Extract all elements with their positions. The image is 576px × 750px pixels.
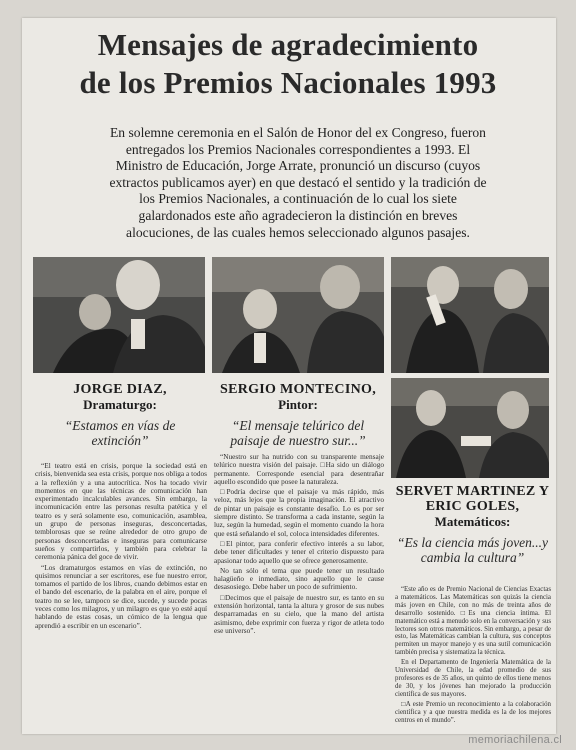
laureate-quote: “Estamos en vías de extinción” (64, 418, 176, 448)
laureate-sergio-montecino (212, 382, 384, 448)
paragraph: En el Departamento de Ingeniería Matemática de la Universidad de Chile, la edad promedio de sus profesores es de 35 años, un quinto de ellos tiene menos de 30, y los jóvenes han mejorado la producción científica de sus mayores. (395, 659, 551, 698)
laureate-name: JORGE DIAZ, (73, 382, 167, 397)
laureate-quote: “Es la ciencia más joven...y cambia la cultura” (396, 535, 549, 565)
paragraph: □A este Premio un reconocimiento a la colaboración científica y a que nuestra medida es la de los mejores centros en el mundo”. (395, 700, 551, 724)
paragraph: “El teatro está en crisis, porque la sociedad está en crisis, bienvenida sea esta crisis, porque nos obliga a todos a la reflexión y a una autocrítica. Nos ha tocado vivir momentos en que las técnicas de comunicación han experimentado incalculables avances. Sin embargo, la incomunicación entre las personas resulta patética y el teatro es y será solamente eso, comunicación, asamblea, un grupo de personas inseguras, desconcertadas, temblorosas que se reúne alrededor de otro grupo de personas desconcertadas e inseguras para comunicarse sueños y compartirlos, y también para celebrar la ceremonia pánica del goce de vivir. (35, 461, 207, 562)
headline-line-2: de los Premios Nacionales 1993 (79, 65, 497, 100)
article-column-martinez-goles (395, 586, 551, 726)
headline-line-1: Mensajes de agradecimiento (97, 27, 479, 62)
photo-servet-martinez (391, 257, 549, 373)
laureate-name: SERVET MARTINEZ Y ERIC GOLES, (395, 484, 550, 514)
watermark: memoriachilena.cl (468, 734, 562, 746)
article-column-jorge-diaz (35, 462, 207, 632)
article-column-sergio-montecino (214, 453, 384, 637)
photo-eric-goles (391, 378, 549, 478)
paragraph: “Este año es de Premio Nacional de Ciencias Exactas a matemáticos. Las Matemáticas son quizás la ciencia más joven en Chile, con no más de treinta años de desarrollo sostenido. □Es una ciencia íntima. El matemático está a menudo solo en la conversación y sus lectores son otros matemáticos. Sin embargo, a pesar de esto, las Matemáticas cambian la cultura, sus conceptos permiten un mayor manejo y es una sutil comunicación también precisa y sistematiza la técnica. (395, 586, 551, 657)
intro-paragraph: En solemne ceremonia en el Salón de Honor del ex Congreso, fueron entregados los Premios Nacionales correspondientes a 1993. El Ministro de Educación, Jorge Arrate, pronunció un discurso (cuyos extractos publicamos ayer) en que destacó el sentido y la tradición de los Premios Nacionales, a continuación de lo cual los siete galardonados este año agradecieron la distinción en breves alocuciones, de las cuales hemos seleccionado algunos pasajes. (109, 125, 487, 240)
photo-jorge-diaz (33, 257, 205, 373)
laureate-jorge-diaz (35, 382, 205, 448)
headline (0, 26, 576, 102)
laureate-martinez-goles (395, 484, 550, 565)
paragraph: “Los dramaturgos estamos en vías de extinción, no quisimos renunciar a ser escritores, ese fue nuestro error, tomamos el partido de los libros, cuando debimos estar en el bando del escenario, de la palabra en el aire, porque el teatro no se lee, tampoco se dice, sucede, y sucede pocas veces como los milagros, y un milagro es que yo esté aquí hablando de estas cosas, un cómico de la lengua que aprendió a escribir en un escenario”. (35, 562, 207, 630)
paragraph: No tan sólo el tema que puede tener un resultado halagüeño e inmediato, sino aquello que le cause desasosiego. Debe haber un poco de sufrimiento. (214, 565, 384, 592)
laureate-quote: “El mensaje telúrico del paisaje de nuestro sur...” (230, 418, 366, 448)
paragraph: □El pintor, para conferir efectivo interés a su labor, debe tener dificultades y tener el criterio dispuesto para apasionar todo aquello que se ofrece generosamente. (214, 538, 384, 565)
laureate-name: SERGIO MONTECINO, (219, 382, 376, 397)
photo-sergio-montecino (212, 257, 384, 373)
laureate-role: Dramaturgo: (83, 397, 157, 412)
laureate-role: Matemáticos: (434, 514, 511, 529)
laureate-role: Pintor: (278, 397, 318, 412)
paragraph: □Decimos que el paisaje de nuestro sur, es tanto en su extensión horizontal, tanta la altura y grosor de sus nubes desparramadas en su cielo, que la mano del artista asimismo, debe exprimir con fuerza y rigor de atleta todo ese universo”. (214, 592, 384, 635)
paragraph: “Nuestro sur ha nutrido con su transparente mensaje telúrico nuestra visión del paisaje. □Ha sido un diálogo permanente. Corresponde esencial para desentrañar aquello escondido que posee la naturaleza. (214, 452, 384, 486)
paragraph: □Podría decirse que el paisaje va más rápido, más veloz, más lejos que la propia imaginación. El atractivo de pintar un paisaje es constante desafío. Lo es por ser siempre distinto. Se transforma a cada instante, según la luz, según la humedad, según el momento cuando la hora que está señalando el sol, coloca intensidades diferentes. (214, 487, 384, 538)
